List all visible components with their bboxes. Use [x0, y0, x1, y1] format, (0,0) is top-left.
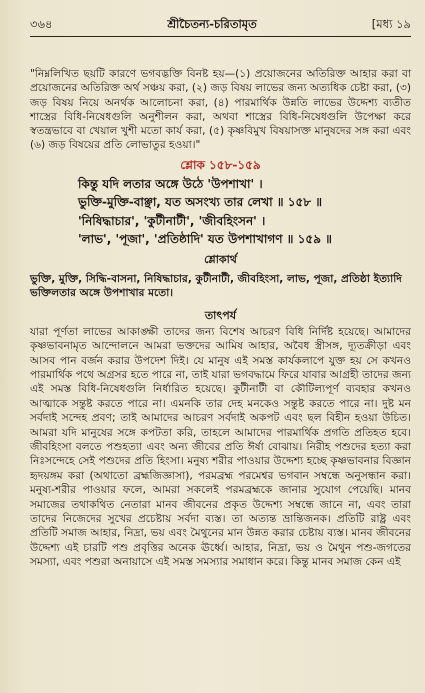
verse-block [30, 175, 411, 249]
intro-paragraph: "নিম্নলিখিত ছয়টি কারণে ভগবদ্ভক্তি বিনষ্ট হয়—(১) প্রয়োজনের অতিরিক্ত আহার করা বা প্রয়োজনের অতিরিক্ত অর্থ সঞ্চয় করা, (২) জড় বিষয় লাভের জন্য অত্যধিক চেষ্টা করা, (৩) জড় বিষয় নিয়ে অনর্থক আলোচনা করা, (৪) পারমার্থিক উন্নতি লাভের উদ্দেশ্য ব্যতীত শাস্ত্রের বিধি-নিষেধগুলি অনুশীলন করা, অথবা শাস্ত্রের বিধি-নিষেধগুলি উপেক্ষা করে স্বতন্ত্রভাবে বা খেয়াল খুশী মতো কার্য করা, (৫) কৃষ্ণবিমুখ বিষয়াসক্ত মানুষদের সঙ্গ করা এবং (৬) জড় বিষয়ের প্রতি লোভাতুর হওয়া।" [30, 68, 411, 152]
verse-line: ভুক্তি-মুক্তি-বাঞ্ছা, যত অসংখ্য তার লেখা ॥ ১৫৮ ॥ [78, 195, 323, 210]
purport-text: যারা পূর্ণতা লাভের আকাঙ্ক্ষী তাদের জন্য বিশেষ আচরণ বিধি নির্দিষ্ট হয়েছে। আমাদের কৃষ্ণভাবনামৃত আন্দোলনে আমরা ভক্তদের আমিষ আহার, অবৈধ স্ত্রীসঙ্গ, দ্যূতক্রীড়া এবং আসব পান বর্জন করার উপদেশ দিই। যে মানুষ এই সমস্ত কার্যকলাপে যুক্ত হয় সে কখনও পারমার্থিক পথে অগ্রসর হতে পারে না, তাই যারা ভগবদ্ধামে ফিরে যাবার আগ্রহী তাদের জন্য এই সমস্ত বিধি-নিষেধগুলি নির্ধারিত হয়েছে। কুটীনাটী বা কৌটিল্যপূর্ণ ব্যবহার কখনও আত্মাকে সন্তুষ্ট করতে পারে না। এমনকি তার দেহ মনকেও সন্তুষ্ট করতে পারে না। দুষ্ট মন সর্বদাই সন্দেহ প্রবণ; তাই আমাদের আচরণ সর্বদাই অকপট এবং ছল বিহীন হওয়া উচিত। আমরা যদি মানুষের সঙ্গে কপটতা করি, তাহলে আমাদের পারমার্থিক প্রগতি প্রতিহত হবে। জীবহিংসা বলতে পশুহত্যা এবং অন্য জীবের প্রতি ঈর্ষা বোঝায়। নিরীহ পশুদের হত্যা করা নিঃসন্দেহে সেই পশুদের প্রতি হিংসা। মনুষ্য শরীর পাওয়ার উদ্দেশ্য হচ্ছে কৃষ্ণভাবনার বিজ্ঞান হৃদয়ঙ্গম করা (অথাতো ব্রহ্মজিজ্ঞাসা), পরমব্রহ্ম পরমেশ্বর ভগবান সম্বন্ধে অনুসন্ধান করা। মনুষ্য-শরীর পাওয়ার ফলে, আমরা সকলেই পরমব্রহ্মকে জানার সুযোগ পেয়েছি। মানব সমাজের তথাকথিত নেতারা মানব জীবনের প্রকৃত উদ্দেশ্য সম্বন্ধে জানে না, এবং তারা তাদের নিজেদের সুখের প্রচেষ্টায় সর্বদা ব্যস্ত। তা অত্যন্ত ভ্রান্তিজনক। প্রতিটি রাষ্ট্র এবং প্রতিটি সমাজ আহার, নিদ্রা, ভয় এবং মৈথুনের মান উন্নত করার চেষ্টায় ব্যস্ত। মানব জীবনের উদ্দেশ্য এই চারটি পশু প্রবৃত্তির অনেক ঊর্ধ্বে। আহার, নিদ্রা, ভয় ও মৈথুন পশু-জগতের সমস্যা, এবং পশুরা অনায়াসে এই সমস্ত সমস্যার সমাধান করে। কিন্তু মানব সমাজ কেন এই [30, 325, 412, 569]
book-title: শ্রীচৈতন্য-চরিতামৃত [167, 16, 257, 31]
verse-heading: শ্লোক ১৫৮-১৫৯ [180, 157, 261, 172]
translation-heading: শ্লোকার্থ [204, 252, 237, 266]
section-label: [মধ্য ১৯ [371, 16, 411, 31]
page-number: ৩৬৪ [30, 16, 53, 31]
page-header [30, 0, 411, 37]
verse-line: 'লাভ', 'পূজা', 'প্রতিষ্ঠাদি' যত উপশাখাগণ ॥ ১৫৯ ॥ [78, 232, 332, 247]
verse-line: কিন্তু যদি লতার অঙ্গে উঠে 'উপশাখা' । [78, 176, 263, 191]
translation-text: ভুক্তি, মুক্তি, সিদ্ধি-বাসনা, নিষিদ্ধাচার, কুটীনাটী, জীবহিংসা, লাভ, পূজা, প্রতিষ্ঠা ইত্যাদি ভক্তিলতার অঙ্গে উপশাখার মতো। [30, 272, 402, 300]
purport-heading: তাৎপর্য [204, 308, 237, 322]
verse-line: 'নিষিদ্ধাচার', 'কুটীনাটী', 'জীবহিংসন' । [78, 213, 266, 228]
